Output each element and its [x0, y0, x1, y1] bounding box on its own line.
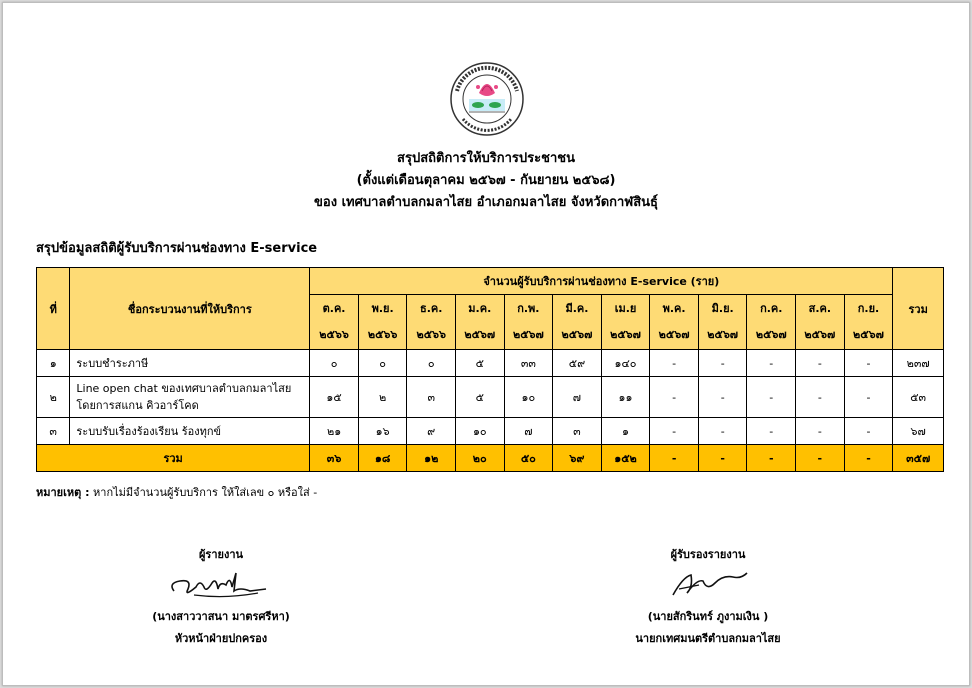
sum-label: รวม: [37, 445, 310, 472]
approver-position: นายกเทศมนตรีตำบลกมลาไสย: [635, 632, 781, 645]
report-organization: ของ เทศบาลตำบลกมลาไสย อำเภอกมลาไสย จังหวัดกาฬสินธุ์: [314, 195, 658, 210]
municipality-seal-logo: [449, 61, 525, 137]
approver-role: ผู้รับรองรายงาน: [670, 548, 746, 561]
row-month-value: -: [650, 350, 699, 377]
report-title: สรุปสถิติการให้บริการประชาชน: [397, 151, 575, 166]
row-month-value: -: [796, 377, 845, 418]
header-month-year: ๒๕๖๗: [658, 328, 690, 341]
header-month-name: ส.ค.: [808, 302, 832, 315]
header-month-name: ม.ค.: [468, 302, 492, 315]
table-row: [37, 377, 944, 418]
row-month-value: -: [844, 418, 893, 445]
table-row: [37, 350, 944, 377]
header-month-name: มิ.ย.: [711, 302, 734, 315]
row-process-name: [70, 377, 310, 418]
row-month-value: -: [698, 350, 747, 377]
row-month-value: -: [747, 350, 796, 377]
header-month-year: ๒๕๖๗: [464, 328, 496, 341]
row-month-value: ๕: [456, 350, 505, 377]
header-month: [844, 295, 893, 350]
row-month-value: ๗: [504, 418, 553, 445]
sum-month-value: ๑๘: [358, 445, 407, 472]
row-month-value: -: [698, 418, 747, 445]
header-month-name: ก.พ.: [517, 302, 540, 315]
header-month-name: ต.ค.: [322, 302, 346, 315]
row-month-value: ๐: [407, 350, 456, 377]
header-month-name: ธ.ค.: [419, 302, 443, 315]
header-month: [650, 295, 699, 350]
reporter-role: ผู้รายงาน: [198, 548, 244, 561]
footnote-text: หากไม่มีจำนวนผู้รับบริการ ให้ใส่เลข ๐ หรือใส่ -: [93, 486, 318, 499]
row-month-value: -: [650, 377, 699, 418]
sum-month-value: ๓๖: [310, 445, 359, 472]
header-month-year: ๒๕๖๗: [561, 328, 593, 341]
sum-month-value: ๒๐: [456, 445, 505, 472]
sum-month-value: -: [650, 445, 699, 472]
row-month-value: ๙: [407, 418, 456, 445]
approver-signature-image: [663, 567, 753, 601]
header-month: [796, 295, 845, 350]
header-month: [456, 295, 505, 350]
row-total: ๕๓: [893, 377, 944, 418]
sum-row: [37, 445, 944, 472]
row-month-value: ๑๔๐: [601, 350, 650, 377]
header-month-name: ก.ย.: [857, 302, 880, 315]
header-total: รวม: [893, 268, 944, 350]
document-page: [2, 2, 970, 686]
row-month-value: ๕๙: [553, 350, 602, 377]
header-month-year: ๒๕๖๖: [416, 328, 446, 341]
header-month: [504, 295, 553, 350]
row-month-value: ๑: [601, 418, 650, 445]
sum-month-value: -: [747, 445, 796, 472]
header-month-name: พ.ค.: [662, 302, 686, 315]
row-process-name-line1: ระบบชำระภาษี: [76, 356, 149, 370]
row-month-value: ๕: [456, 377, 505, 418]
row-month-value: -: [844, 350, 893, 377]
footnote-label: หมายเหตุ :: [36, 486, 90, 499]
sum-month-value: -: [698, 445, 747, 472]
report-period: (ตั้งแต่เดือนตุลาคม ๒๕๖๗ - กันยายน ๒๕๖๘): [356, 173, 616, 188]
e-service-stats-table: [36, 267, 944, 472]
sum-month-value: ๖๙: [553, 445, 602, 472]
row-month-value: -: [698, 377, 747, 418]
header-month-name: ก.ค.: [760, 302, 783, 315]
header-month-name: พ.ย.: [371, 302, 394, 315]
sum-month-value: ๕๐: [504, 445, 553, 472]
header-month: [698, 295, 747, 350]
sum-month-value: ๑๕๒: [601, 445, 650, 472]
header-month-year: ๒๕๖๗: [512, 328, 544, 341]
header-month-year: ๒๕๖๗: [804, 328, 836, 341]
header-month-name: เม.ย: [614, 302, 637, 315]
row-total: ๒๓๗: [893, 350, 944, 377]
row-month-value: ๑๐: [504, 377, 553, 418]
row-month-value: ๓๓: [504, 350, 553, 377]
header-month-year: ๒๕๖๗: [755, 328, 787, 341]
header-month: [358, 295, 407, 350]
row-number: ๒: [37, 377, 70, 418]
row-month-value: ๑๐: [456, 418, 505, 445]
row-month-value: -: [796, 350, 845, 377]
header-month-year: ๒๕๖๖: [319, 328, 349, 341]
reporter-signature-image: [166, 567, 276, 601]
header-no: ที่: [37, 268, 70, 350]
header-month-year: ๒๕๖๖: [367, 328, 398, 341]
row-month-value: ๑๑: [601, 377, 650, 418]
sum-month-value: -: [796, 445, 845, 472]
header-month-group: จำนวนผู้รับบริการผ่านช่องทาง E-service (ราย): [310, 268, 893, 295]
row-month-value: ๒: [358, 377, 407, 418]
table-row: [37, 418, 944, 445]
row-process-name: [70, 350, 310, 377]
header-month: [310, 295, 359, 350]
row-month-value: -: [747, 377, 796, 418]
row-process-name: [70, 418, 310, 445]
header-month: [553, 295, 602, 350]
sum-month-value: ๑๒: [407, 445, 456, 472]
approver-name: (นายสักรินทร์ ภูงามเงิน ): [647, 610, 769, 623]
row-total: ๖๗: [893, 418, 944, 445]
row-number: ๓: [37, 418, 70, 445]
row-process-name-line1: Line open chat ของเทศบาลตำบลกมลาไสย: [76, 382, 292, 395]
row-month-value: ๑๖: [358, 418, 407, 445]
reporter-position: หัวหน้าฝ่ายปกครอง: [174, 632, 268, 645]
header-month: [407, 295, 456, 350]
row-month-value: -: [650, 418, 699, 445]
row-month-value: ๗: [553, 377, 602, 418]
row-month-value: ๑๕: [310, 377, 359, 418]
header-process-name: ชื่อกระบวนงานที่ให้บริการ: [70, 268, 310, 350]
reporter-name: (นางสาววาสนา มาตรศรีหา): [152, 610, 290, 623]
row-number: ๑: [37, 350, 70, 377]
footnote: [36, 483, 317, 501]
row-month-value: ๓: [553, 418, 602, 445]
header-month-year: ๒๕๖๗: [707, 328, 739, 341]
header-month: [601, 295, 650, 350]
row-month-value: -: [844, 377, 893, 418]
row-month-value: ๐: [310, 350, 359, 377]
row-month-value: -: [796, 418, 845, 445]
sum-month-value: -: [844, 445, 893, 472]
row-month-value: ๒๑: [310, 418, 359, 445]
row-month-value: -: [747, 418, 796, 445]
row-month-value: ๐: [358, 350, 407, 377]
header-month-year: ๒๕๖๗: [853, 328, 884, 341]
section-title: สรุปข้อมูลสถิติผู้รับบริการผ่านช่องทาง E-service: [36, 241, 318, 256]
sum-total: ๓๕๗: [893, 445, 944, 472]
row-process-name-line2: โดยการสแกน คิวอาร์โคด: [76, 399, 199, 412]
row-process-name-line1: ระบบรับเรื่องร้องเรียน ร้องทุกข์: [76, 424, 222, 438]
header-month-year: ๒๕๖๗: [610, 328, 641, 341]
header-month-name: มี.ค.: [565, 302, 589, 315]
header-month: [747, 295, 796, 350]
row-month-value: ๓: [407, 377, 456, 418]
